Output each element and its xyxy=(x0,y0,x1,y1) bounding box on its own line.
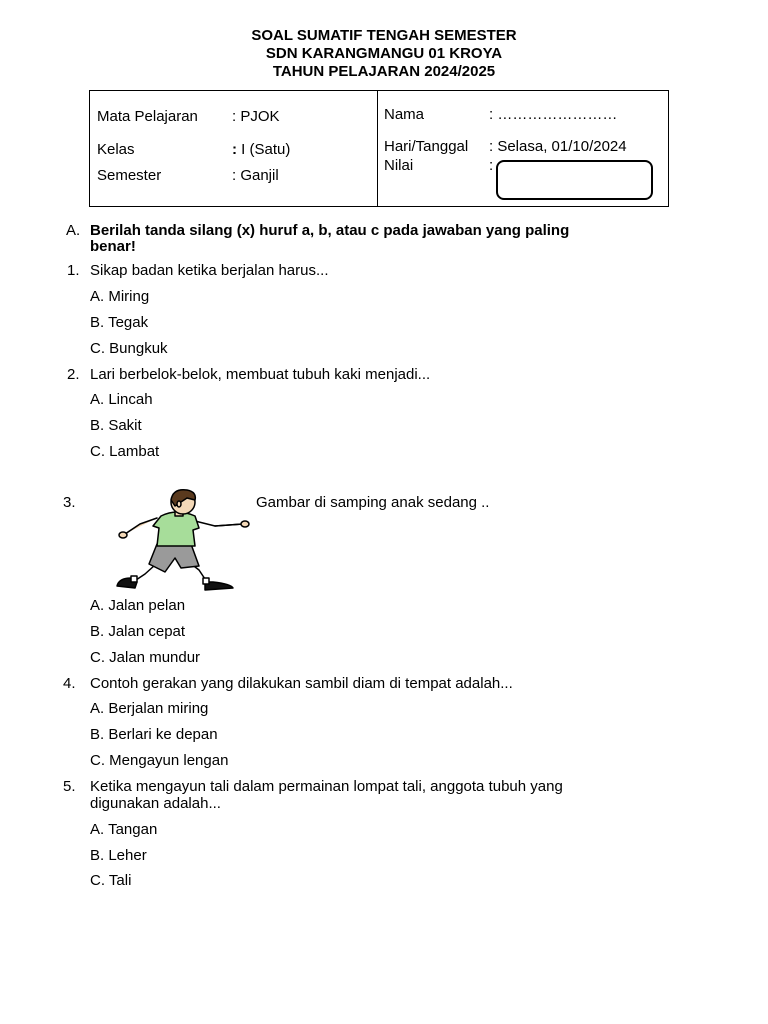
section-instruction-line2: benar! xyxy=(90,238,136,255)
nilai-field[interactable] xyxy=(496,160,653,200)
option-a[interactable]: A. Berjalan miring xyxy=(90,700,209,717)
option-b[interactable]: B. Berlari ke depan xyxy=(90,726,218,743)
nilai-label: Nilai xyxy=(384,157,414,174)
header-title: SOAL SUMATIF TENGAH SEMESTER xyxy=(251,27,517,44)
kelas-label: Kelas xyxy=(97,141,135,158)
header-school: SDN KARANGMANGU 01 KROYA xyxy=(265,45,503,62)
hari-label: Hari/Tanggal xyxy=(384,138,469,155)
header-year: TAHUN PELAJARAN 2024/2025 xyxy=(272,63,496,80)
info-divider xyxy=(377,91,378,206)
option-a[interactable]: A. Tangan xyxy=(90,821,158,838)
mapel-label: Mata Pelajaran xyxy=(97,108,198,125)
question-number: 2. xyxy=(67,366,80,383)
question-text: Lari berbelok-belok, membuat tubuh kaki menjadi... xyxy=(90,366,431,383)
option-a[interactable]: A. Miring xyxy=(90,288,150,305)
question-number: 3. xyxy=(63,494,76,511)
option-b[interactable]: B. Tegak xyxy=(90,314,149,331)
question-number: 5. xyxy=(63,778,76,795)
section-letter: A. xyxy=(66,222,81,239)
option-c[interactable]: C. Tali xyxy=(90,872,132,889)
option-a[interactable]: A. Jalan pelan xyxy=(90,597,186,614)
semester-value: : Ganjil xyxy=(232,167,279,184)
question-text: Contoh gerakan yang dilakukan sambil diam di tempat adalah... xyxy=(90,675,513,692)
option-b[interactable]: B. Jalan cepat xyxy=(90,623,186,640)
option-c[interactable]: C. Lambat xyxy=(90,443,160,460)
question-text: Sikap badan ketika berjalan harus... xyxy=(90,262,329,279)
kelas-text: I (Satu) xyxy=(237,141,291,158)
question-text: Ketika mengayun tali dalam permainan lompat tali, anggota tubuh yang xyxy=(90,778,563,795)
kelas-value xyxy=(232,141,290,158)
section-instruction-line1: Berilah tanda silang (x) huruf a, b, atau c pada jawaban yang paling xyxy=(90,222,570,239)
question-text-continued: digunakan adalah... xyxy=(90,795,221,812)
option-a[interactable]: A. Lincah xyxy=(90,391,153,408)
nama-value: : …………………… xyxy=(489,106,618,123)
option-b[interactable]: B. Leher xyxy=(90,847,147,864)
option-b[interactable]: B. Sakit xyxy=(90,417,142,434)
question-number: 4. xyxy=(63,675,76,692)
hari-value: : Selasa, 01/10/2024 xyxy=(489,138,627,155)
option-c[interactable]: C. Mengayun lengan xyxy=(90,752,229,769)
option-c[interactable]: C. Jalan mundur xyxy=(90,649,201,666)
option-c[interactable]: C. Bungkuk xyxy=(90,340,168,357)
document-header xyxy=(0,27,768,81)
mapel-value: : PJOK xyxy=(232,108,280,125)
nilai-colon: : xyxy=(489,157,494,174)
question-number: 1. xyxy=(67,262,80,279)
semester-label: Semester xyxy=(97,167,162,184)
walking-child-image xyxy=(95,488,255,596)
kelas-colon: : xyxy=(232,141,237,158)
question-text: Gambar di samping anak sedang .. xyxy=(256,494,490,511)
nama-label: Nama xyxy=(384,106,425,123)
